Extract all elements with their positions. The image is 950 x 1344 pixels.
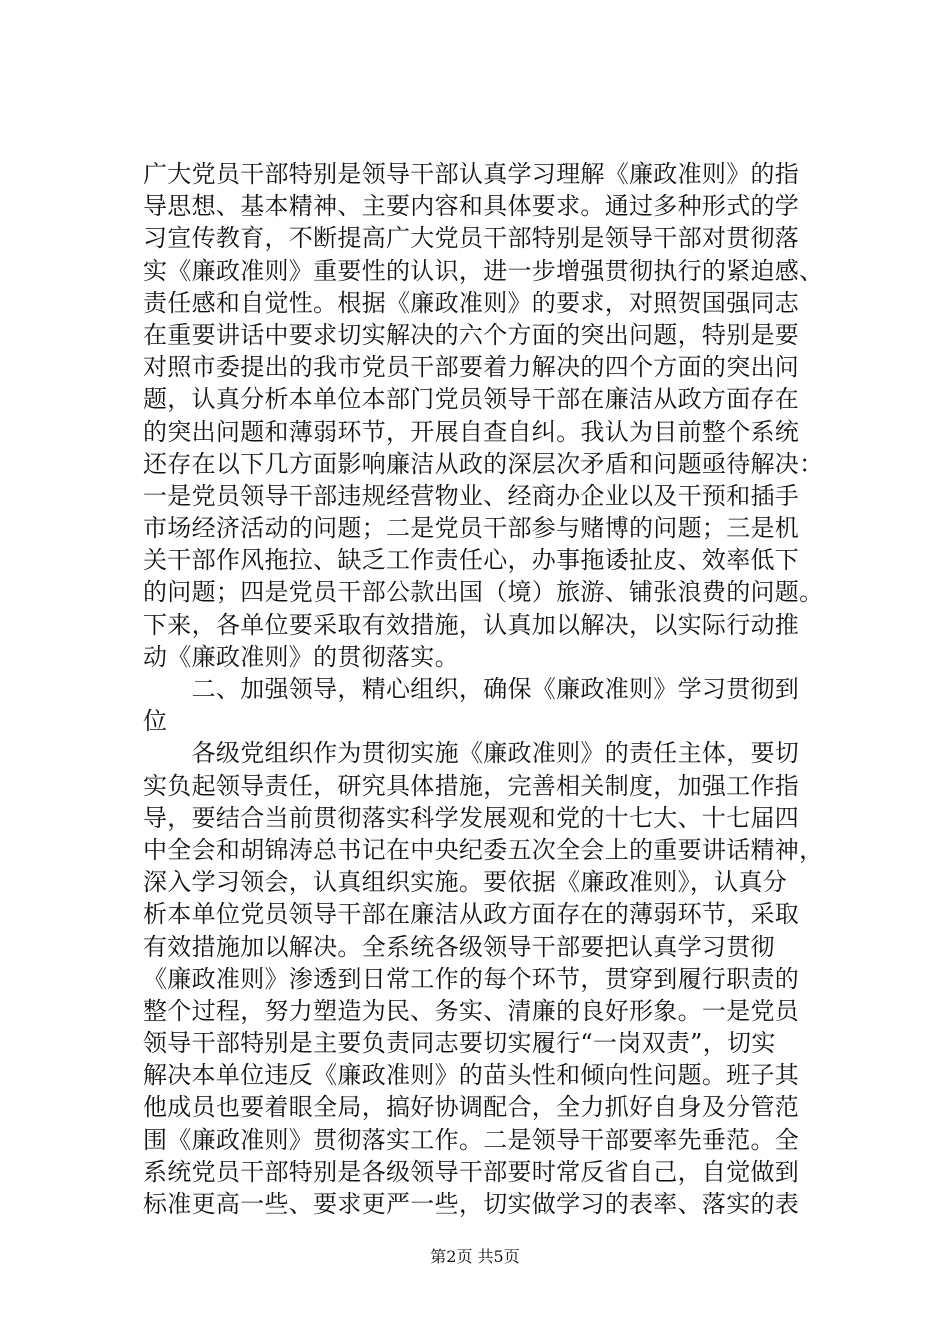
text-line: 还存在以下几方面影响廉洁从政的深层次矛盾和问题亟待解决：	[143, 449, 824, 478]
page-number-footer: 第2页 共5页	[430, 1247, 520, 1266]
text-line: 领导干部特别是主要负责同志要切实履行“一岗双责”，切实	[143, 1029, 776, 1058]
text-line: 深入学习领会，认真组织实施。要依据《廉政准则》，认真分	[143, 868, 788, 897]
section-heading-continued: 位	[143, 707, 168, 736]
text-line: 系统党员干部特别是各级领导干部要时常反省自己，自觉做到	[143, 1157, 800, 1186]
text-line: 中全会和胡锦涛总书记在中央纪委五次全会上的重要讲话精神，	[143, 835, 824, 864]
text-line: 他成员也要着眼全局，搞好协调配合，全力抓好自身及分管范	[143, 1093, 800, 1122]
text-line: 的问题；四是党员干部公款出国（境）旅游、铺张浪费的问题。	[143, 578, 824, 607]
text-line: 析本单位党员领导干部在廉洁从政方面存在的薄弱环节，采取	[143, 900, 800, 929]
text-line: 习宣传教育，不断提高广大党员干部特别是领导干部对贯彻落	[143, 224, 800, 253]
text-line: 实负起领导责任，研究具体措施，完善相关制度，加强工作指	[143, 771, 800, 800]
text-line: 动《廉政准则》的贯彻落实。	[143, 642, 459, 671]
text-line: 《廉政准则》渗透到日常工作的每个环节，贯穿到履行职责的	[143, 964, 800, 993]
text-line: 在重要讲话中要求切实解决的六个方面的突出问题，特别是要	[143, 320, 800, 349]
text-line: 各级党组织作为贯彻实施《廉政准则》的责任主体，要切	[143, 739, 800, 768]
text-line: 标准更高一些、要求更严一些，切实做学习的表率、落实的表	[143, 1190, 800, 1218]
text-line: 题，认真分析本单位本部门党员领导干部在廉洁从政方面存在	[143, 385, 800, 414]
document-body	[143, 158, 833, 1220]
text-line: 广大党员干部特别是领导干部认真学习理解《廉政准则》的指	[143, 160, 800, 188]
text-line: 有效措施加以解决。全系统各级领导干部要把认真学习贯彻	[143, 932, 775, 961]
text-line: 责任感和自觉性。根据《廉政准则》的要求，对照贺国强同志	[143, 288, 800, 317]
text-line: 市场经济活动的问题；二是党员干部参与赌博的问题；三是机	[143, 514, 800, 543]
text-line: 整个过程，努力塑造为民、务实、清廉的良好形象。一是党员	[143, 996, 800, 1025]
text-line: 围《廉政准则》贯彻落实工作。二是领导干部要率先垂范。全	[143, 1125, 800, 1154]
text-line: 下来，各单位要采取有效措施，认真加以解决，以实际行动推	[143, 610, 800, 639]
text-line: 解决本单位违反《廉政准则》的苗头性和倾向性问题。班子其	[143, 1061, 800, 1090]
section-heading: 二、加强领导，精心组织，确保《廉政准则》学习贯彻到	[143, 675, 800, 703]
text-line: 对照市委提出的我市党员干部要着力解决的四个方面的突出问	[143, 353, 800, 382]
text-line: 导，要结合当前贯彻落实科学发展观和党的十七大、十七届四	[143, 803, 800, 832]
text-line: 的突出问题和薄弱环节，开展自查自纠。我认为目前整个系统	[143, 417, 800, 446]
text-line: 导思想、基本精神、主要内容和具体要求。通过多种形式的学	[143, 192, 800, 221]
text-line: 关干部作风拖拉、缺乏工作责任心，办事拖诿扯皮、效率低下	[143, 546, 800, 575]
text-line: 实《廉政准则》重要性的认识，进一步增强贯彻执行的紧迫感、	[143, 256, 824, 285]
text-line: 一是党员领导干部违规经营物业、经商办企业以及干预和插手	[143, 481, 800, 510]
